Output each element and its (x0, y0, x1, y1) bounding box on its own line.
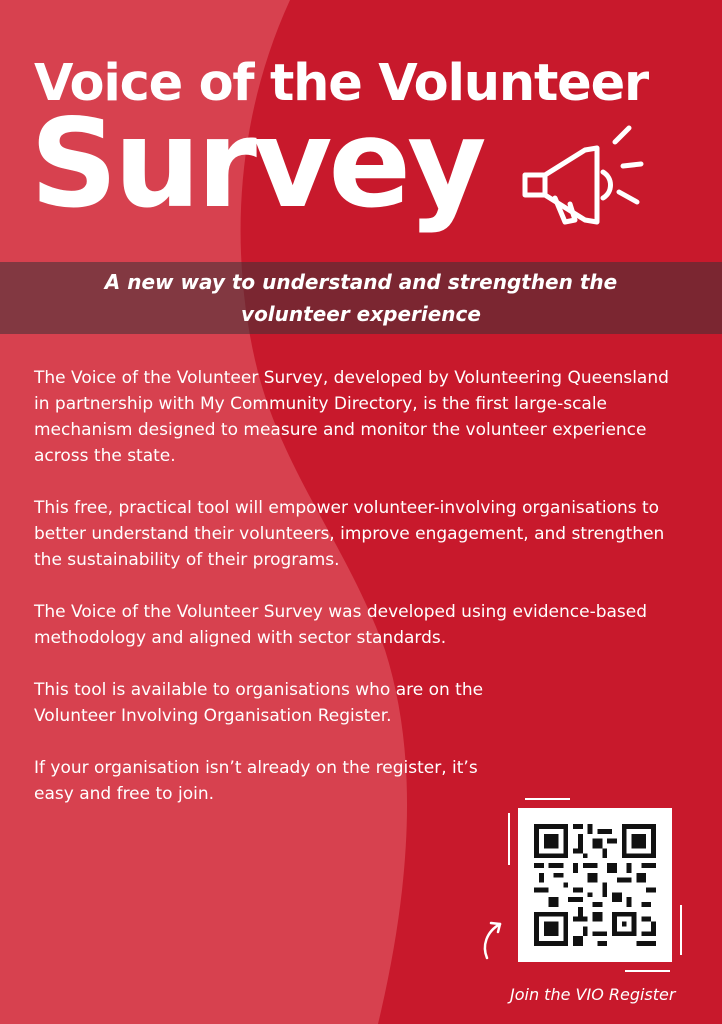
banner-text: A new way to understand and strengthen the volunteer experience (104, 270, 618, 326)
megaphone-icon (515, 120, 655, 230)
body-copy (34, 365, 684, 833)
paragraph-join: If your organisation isn’t already on the register, it’s easy and free to join. (34, 758, 478, 804)
paragraph-tool: This free, practical tool will empower volunteer-involving organisations to better understand their volunteers, improve engagement, and strengthen the sustainability of their programs. (34, 498, 665, 570)
paragraph-methodology: The Voice of the Volunteer Survey was developed using evidence-based methodology and aligned with sector standards. (34, 602, 648, 648)
qr-code-icon (534, 822, 656, 948)
paragraph-availability: This tool is available to organisations who are on the Volunteer Involving Organisation Register. (34, 680, 484, 726)
paragraph-intro: The Voice of the Volunteer Survey, developed by Volunteering Queensland in partnership with My Community Directory, is the first large-scale mechanism designed to measure and monitor the volunteer experience across the state. (34, 368, 669, 466)
title-line-1: Voice of the Volunteer (34, 54, 648, 113)
qr-code[interactable] (518, 808, 672, 962)
title-line-2: Survey (30, 93, 483, 235)
qr-caption[interactable]: Join the VIO Register (510, 985, 676, 1004)
curved-arrow-icon (478, 918, 506, 960)
subtitle-banner (0, 262, 722, 334)
